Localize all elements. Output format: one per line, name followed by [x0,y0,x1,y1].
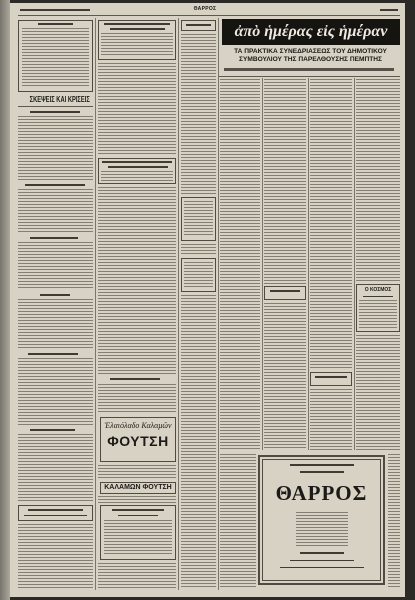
article-text [220,79,260,449]
article-text [388,454,400,588]
print-shop-services [296,512,348,546]
print-shop-address [290,560,354,561]
article-text [98,63,176,156]
info-box-text [22,28,89,88]
print-shop-advert-label [300,471,344,473]
column-label [186,24,211,26]
notice-text [359,300,397,329]
notice-heading [104,23,170,25]
olive-oil-banner: ΚΑΛΑΜΩΝ ΦΟΥΤΣΗ [104,484,172,491]
article-text [181,244,216,256]
article-heading [30,111,80,113]
print-shop-name: ΘΑΡΡΟΣ [275,481,368,505]
column-divider [218,18,219,590]
header-page-number [380,9,398,11]
scan-left-edge [0,0,10,600]
print-shop-address [280,567,364,568]
article-text [18,299,93,349]
notice-heading-text: Ο ΚΟΣΜΟΣ [364,287,392,293]
section-heading [18,94,94,105]
header-newspaper-name: ΘΑΡΡΟΣ [193,6,217,12]
info-box-title [38,23,73,25]
notice-subheading [363,296,393,297]
article-text [310,389,352,450]
article-text [98,496,176,503]
notice-text [101,33,173,57]
article-text [18,358,93,426]
article-text [98,187,176,375]
olive-oil-advert-brand: ΦΟΥΤΣΗ [107,433,169,449]
notice-text [101,171,173,181]
notice-text [184,201,213,237]
notice-heading [108,166,168,168]
article-text [98,384,176,414]
advert-title [28,509,83,511]
print-shop-advert-label [290,464,354,466]
advert-box [18,505,93,521]
column-divider [178,18,179,590]
notice-heading [102,161,172,163]
article-text [264,303,306,450]
article-text [310,79,352,369]
advert-title [112,509,164,511]
advert-subtitle [118,515,158,516]
column-banner [222,19,400,45]
notice-text [184,262,213,289]
article-heading [30,429,75,431]
article-heading [28,353,78,355]
section-heading-text: ΣΚΕΨΕΙΣ ΚΑΙ ΚΡΙΣΕΙΣ [29,95,90,104]
article-text [98,465,176,479]
article-heading [110,378,160,380]
headline-line: ΤΑ ΠΡΑΚΤΙΚΑ ΣΥΝΕΔΡΙΑΣΕΩΣ ΤΟΥ ΔΗΜΟΤΙΚΟΥ [234,48,387,55]
article-heading [30,237,78,239]
subheadline [224,68,394,71]
article-text [18,434,93,502]
header-rule [18,15,400,16]
article-text [181,34,216,194]
article-text [18,524,93,588]
article-text [18,242,93,290]
notice-heading [270,290,300,292]
print-shop-owner [300,552,344,554]
article-text [18,189,93,233]
section-rule [18,106,93,107]
notice-heading [110,28,165,30]
article-text [181,295,216,588]
advert-text [104,520,172,556]
article-text [98,563,176,588]
header-date-line [20,9,90,11]
article-heading [25,184,85,186]
advert-subtitle [24,515,87,516]
notice-box [264,286,306,300]
olive-oil-advert-line1: Ἐλαιόλαδο Καλαμῶν [104,421,172,430]
article-text [356,79,400,281]
column-divider [308,78,309,450]
column-divider [95,18,96,590]
column-divider [354,78,355,450]
article-text [18,116,93,180]
article-text [220,454,256,588]
notice-box [310,372,352,386]
article-text [264,79,306,284]
article-heading [40,294,70,296]
article-text [356,335,400,450]
headline-line: ΣΥΜΒΟΥΛΙΟΥ ΤΗΣ ΠΑΡΕΛΘΟΥΣΗΣ ΠΕΜΠΤΗΣ [238,56,383,63]
headline-rule [219,76,400,77]
column-divider [262,78,263,450]
notice-heading [315,376,347,378]
column-banner-title: ἀπὸ ἡμέρας εἰς ἡμέραν [234,23,388,40]
